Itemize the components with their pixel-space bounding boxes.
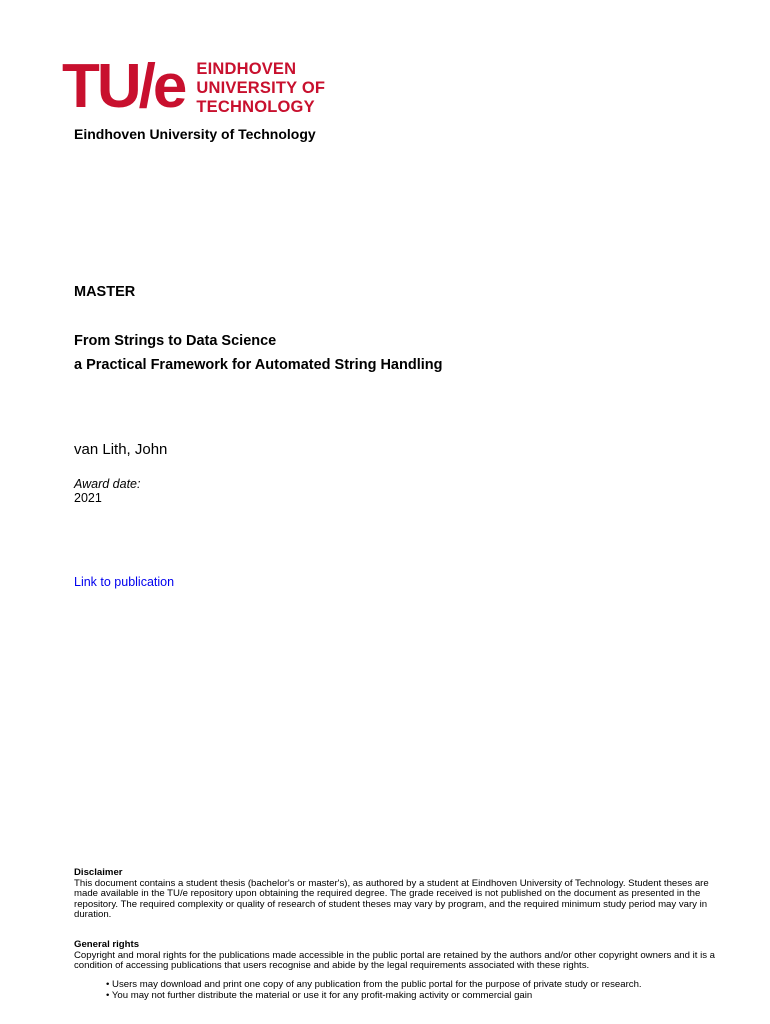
tue-logo [62, 52, 326, 121]
publication-link[interactable]: Link to publication [74, 575, 175, 589]
logo-word-line: EINDHOVEN [196, 60, 297, 78]
logo-wordmark [196, 60, 325, 117]
thesis-subtitle: a Practical Framework for Automated String Handling [74, 357, 443, 373]
rights-bullet-list [106, 980, 642, 1001]
general-rights-section [74, 940, 724, 972]
author-name: van Lith, John [74, 441, 168, 458]
logo-mark: TU/e [62, 52, 185, 121]
disclaimer-section [74, 868, 724, 921]
logo-word-line: UNIVERSITY OF [196, 79, 326, 97]
degree-type: MASTER [74, 284, 136, 300]
general-rights-text: Copyright and moral rights for the publications made accessible in the public portal are retained by the authors and/or other copyright owners and it is a condition of accessing publications that users recognise and abide by the legal requirements associated with these rights. [74, 949, 716, 972]
general-rights-heading: General rights [74, 939, 140, 950]
disclaimer-text: This document contains a student thesis (bachelor's or master's), as authored by a student at Eindhoven University of Technology. Student theses are made available in the TU/e repository upon obtaining the required degree. The grade received is not published on the document as presented in the repository. The required complexity or quality of research of student theses may vary by program, and the required minimum study period may vary in duration. [74, 877, 709, 921]
disclaimer-heading: Disclaimer [74, 867, 123, 878]
award-date-label: Award date: [74, 477, 141, 491]
institution-name: Eindhoven University of Technology [74, 126, 316, 142]
award-date-value: 2021 [74, 491, 102, 505]
list-item: • Users may download and print one copy of any publication from the public portal for the purpose of private study or research. [106, 980, 642, 991]
logo-word-line: TECHNOLOGY [196, 98, 315, 116]
list-item: • You may not further distribute the material or use it for any profit-making activity or commercial gain [106, 991, 642, 1002]
thesis-title: From Strings to Data Science [74, 333, 277, 349]
